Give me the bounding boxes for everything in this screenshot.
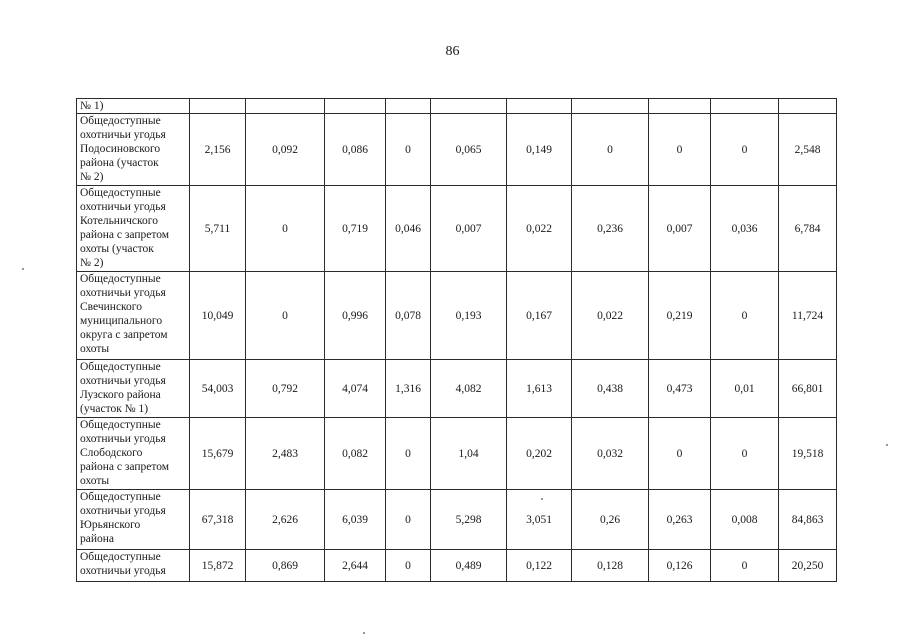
value-cell: 0,007 — [431, 186, 507, 272]
hunting-ground-name: Общедоступные охотничьи угодья Подосиновского района (участок № 2) — [77, 114, 190, 186]
value-cell: 0,193 — [431, 272, 507, 360]
value-cell: 0 — [246, 272, 325, 360]
table-row — [77, 360, 837, 418]
value-cell: 15,872 — [190, 550, 246, 582]
value-cell — [325, 99, 386, 114]
scan-speck — [363, 632, 365, 634]
hunting-grounds-table — [76, 98, 837, 582]
value-cell: 0 — [572, 114, 649, 186]
total-value-cell — [779, 99, 837, 114]
value-cell: 0 — [386, 550, 431, 582]
value-cell: 0 — [386, 114, 431, 186]
value-cell: 67,318 — [190, 490, 246, 550]
value-cell: 0,122 — [507, 550, 572, 582]
value-cell: 0 — [246, 186, 325, 272]
total-value-cell: 20,250 — [779, 550, 837, 582]
value-cell: 2,626 — [246, 490, 325, 550]
value-cell: 0,01 — [711, 360, 779, 418]
value-cell: 0 — [711, 114, 779, 186]
value-cell: 0,149 — [507, 114, 572, 186]
value-cell: 0,008 — [711, 490, 779, 550]
value-cell: 0 — [386, 418, 431, 490]
value-cell: 0 — [711, 272, 779, 360]
value-cell: 0 — [711, 418, 779, 490]
value-cell: 0,128 — [572, 550, 649, 582]
value-cell: 0,792 — [246, 360, 325, 418]
value-cell: 6,039 — [325, 490, 386, 550]
value-cell — [190, 99, 246, 114]
table-row — [77, 550, 837, 582]
hunting-ground-name: Общедоступные охотничьи угодья Лузского района (участок № 1) — [77, 360, 190, 418]
value-cell: 10,049 — [190, 272, 246, 360]
value-cell: 0,046 — [386, 186, 431, 272]
value-cell: 0 — [386, 490, 431, 550]
value-cell: 0,26 — [572, 490, 649, 550]
total-value-cell: 19,518 — [779, 418, 837, 490]
value-cell — [246, 99, 325, 114]
value-cell: 0,022 — [507, 186, 572, 272]
value-cell: 0,263 — [649, 490, 711, 550]
scan-speck — [541, 498, 543, 500]
value-cell: 0,036 — [711, 186, 779, 272]
table-row — [77, 186, 837, 272]
value-cell: 0 — [649, 418, 711, 490]
value-cell: 4,074 — [325, 360, 386, 418]
value-cell: 0,078 — [386, 272, 431, 360]
table-row — [77, 272, 837, 360]
value-cell — [507, 99, 572, 114]
value-cell: 1,04 — [431, 418, 507, 490]
value-cell: 2,156 — [190, 114, 246, 186]
hunting-ground-name: № 1) — [77, 99, 190, 114]
value-cell: 5,711 — [190, 186, 246, 272]
hunting-ground-name: Общедоступные охотничьи угодья Свечинского муниципального округа с запретом охоты — [77, 272, 190, 360]
value-cell: 0,092 — [246, 114, 325, 186]
hunting-ground-name: Общедоступные охотничьи угодья — [77, 550, 190, 582]
value-cell: 2,483 — [246, 418, 325, 490]
value-cell: 5,298 — [431, 490, 507, 550]
value-cell: 0,719 — [325, 186, 386, 272]
value-cell — [649, 99, 711, 114]
value-cell: 1,316 — [386, 360, 431, 418]
value-cell: 0,473 — [649, 360, 711, 418]
hunting-ground-name: Общедоступные охотничьи угодья Котельничского района с запретом охоты (участок № 2) — [77, 186, 190, 272]
total-value-cell: 11,724 — [779, 272, 837, 360]
value-cell — [431, 99, 507, 114]
table-body — [77, 99, 837, 582]
table-row — [77, 99, 837, 114]
value-cell — [711, 99, 779, 114]
value-cell: 0,236 — [572, 186, 649, 272]
value-cell: 0,219 — [649, 272, 711, 360]
total-value-cell: 66,801 — [779, 360, 837, 418]
value-cell: 0,065 — [431, 114, 507, 186]
value-cell: 0,869 — [246, 550, 325, 582]
value-cell: 0,126 — [649, 550, 711, 582]
value-cell: 0,489 — [431, 550, 507, 582]
value-cell: 0,007 — [649, 186, 711, 272]
value-cell: 0,996 — [325, 272, 386, 360]
value-cell: 0,082 — [325, 418, 386, 490]
scan-speck — [22, 268, 24, 270]
total-value-cell: 2,548 — [779, 114, 837, 186]
total-value-cell: 6,784 — [779, 186, 837, 272]
page-number: 86 — [445, 44, 460, 59]
value-cell: 0,202 — [507, 418, 572, 490]
table-row — [77, 418, 837, 490]
value-cell: 4,082 — [431, 360, 507, 418]
value-cell: 0,167 — [507, 272, 572, 360]
value-cell: 0 — [649, 114, 711, 186]
value-cell: 3,051 — [507, 490, 572, 550]
scan-speck — [886, 444, 888, 446]
value-cell: 0,032 — [572, 418, 649, 490]
value-cell: 1,613 — [507, 360, 572, 418]
hunting-ground-name: Общедоступные охотничьи угодья Юрьянского района — [77, 490, 190, 550]
value-cell: 15,679 — [190, 418, 246, 490]
hunting-ground-name: Общедоступные охотничьи угодья Слободского района с запретом охоты — [77, 418, 190, 490]
table-row — [77, 114, 837, 186]
value-cell — [386, 99, 431, 114]
total-value-cell: 84,863 — [779, 490, 837, 550]
value-cell: 54,003 — [190, 360, 246, 418]
value-cell: 0 — [711, 550, 779, 582]
value-cell: 2,644 — [325, 550, 386, 582]
value-cell — [572, 99, 649, 114]
value-cell: 0,022 — [572, 272, 649, 360]
value-cell: 0,086 — [325, 114, 386, 186]
table-row — [77, 490, 837, 550]
value-cell: 0,438 — [572, 360, 649, 418]
